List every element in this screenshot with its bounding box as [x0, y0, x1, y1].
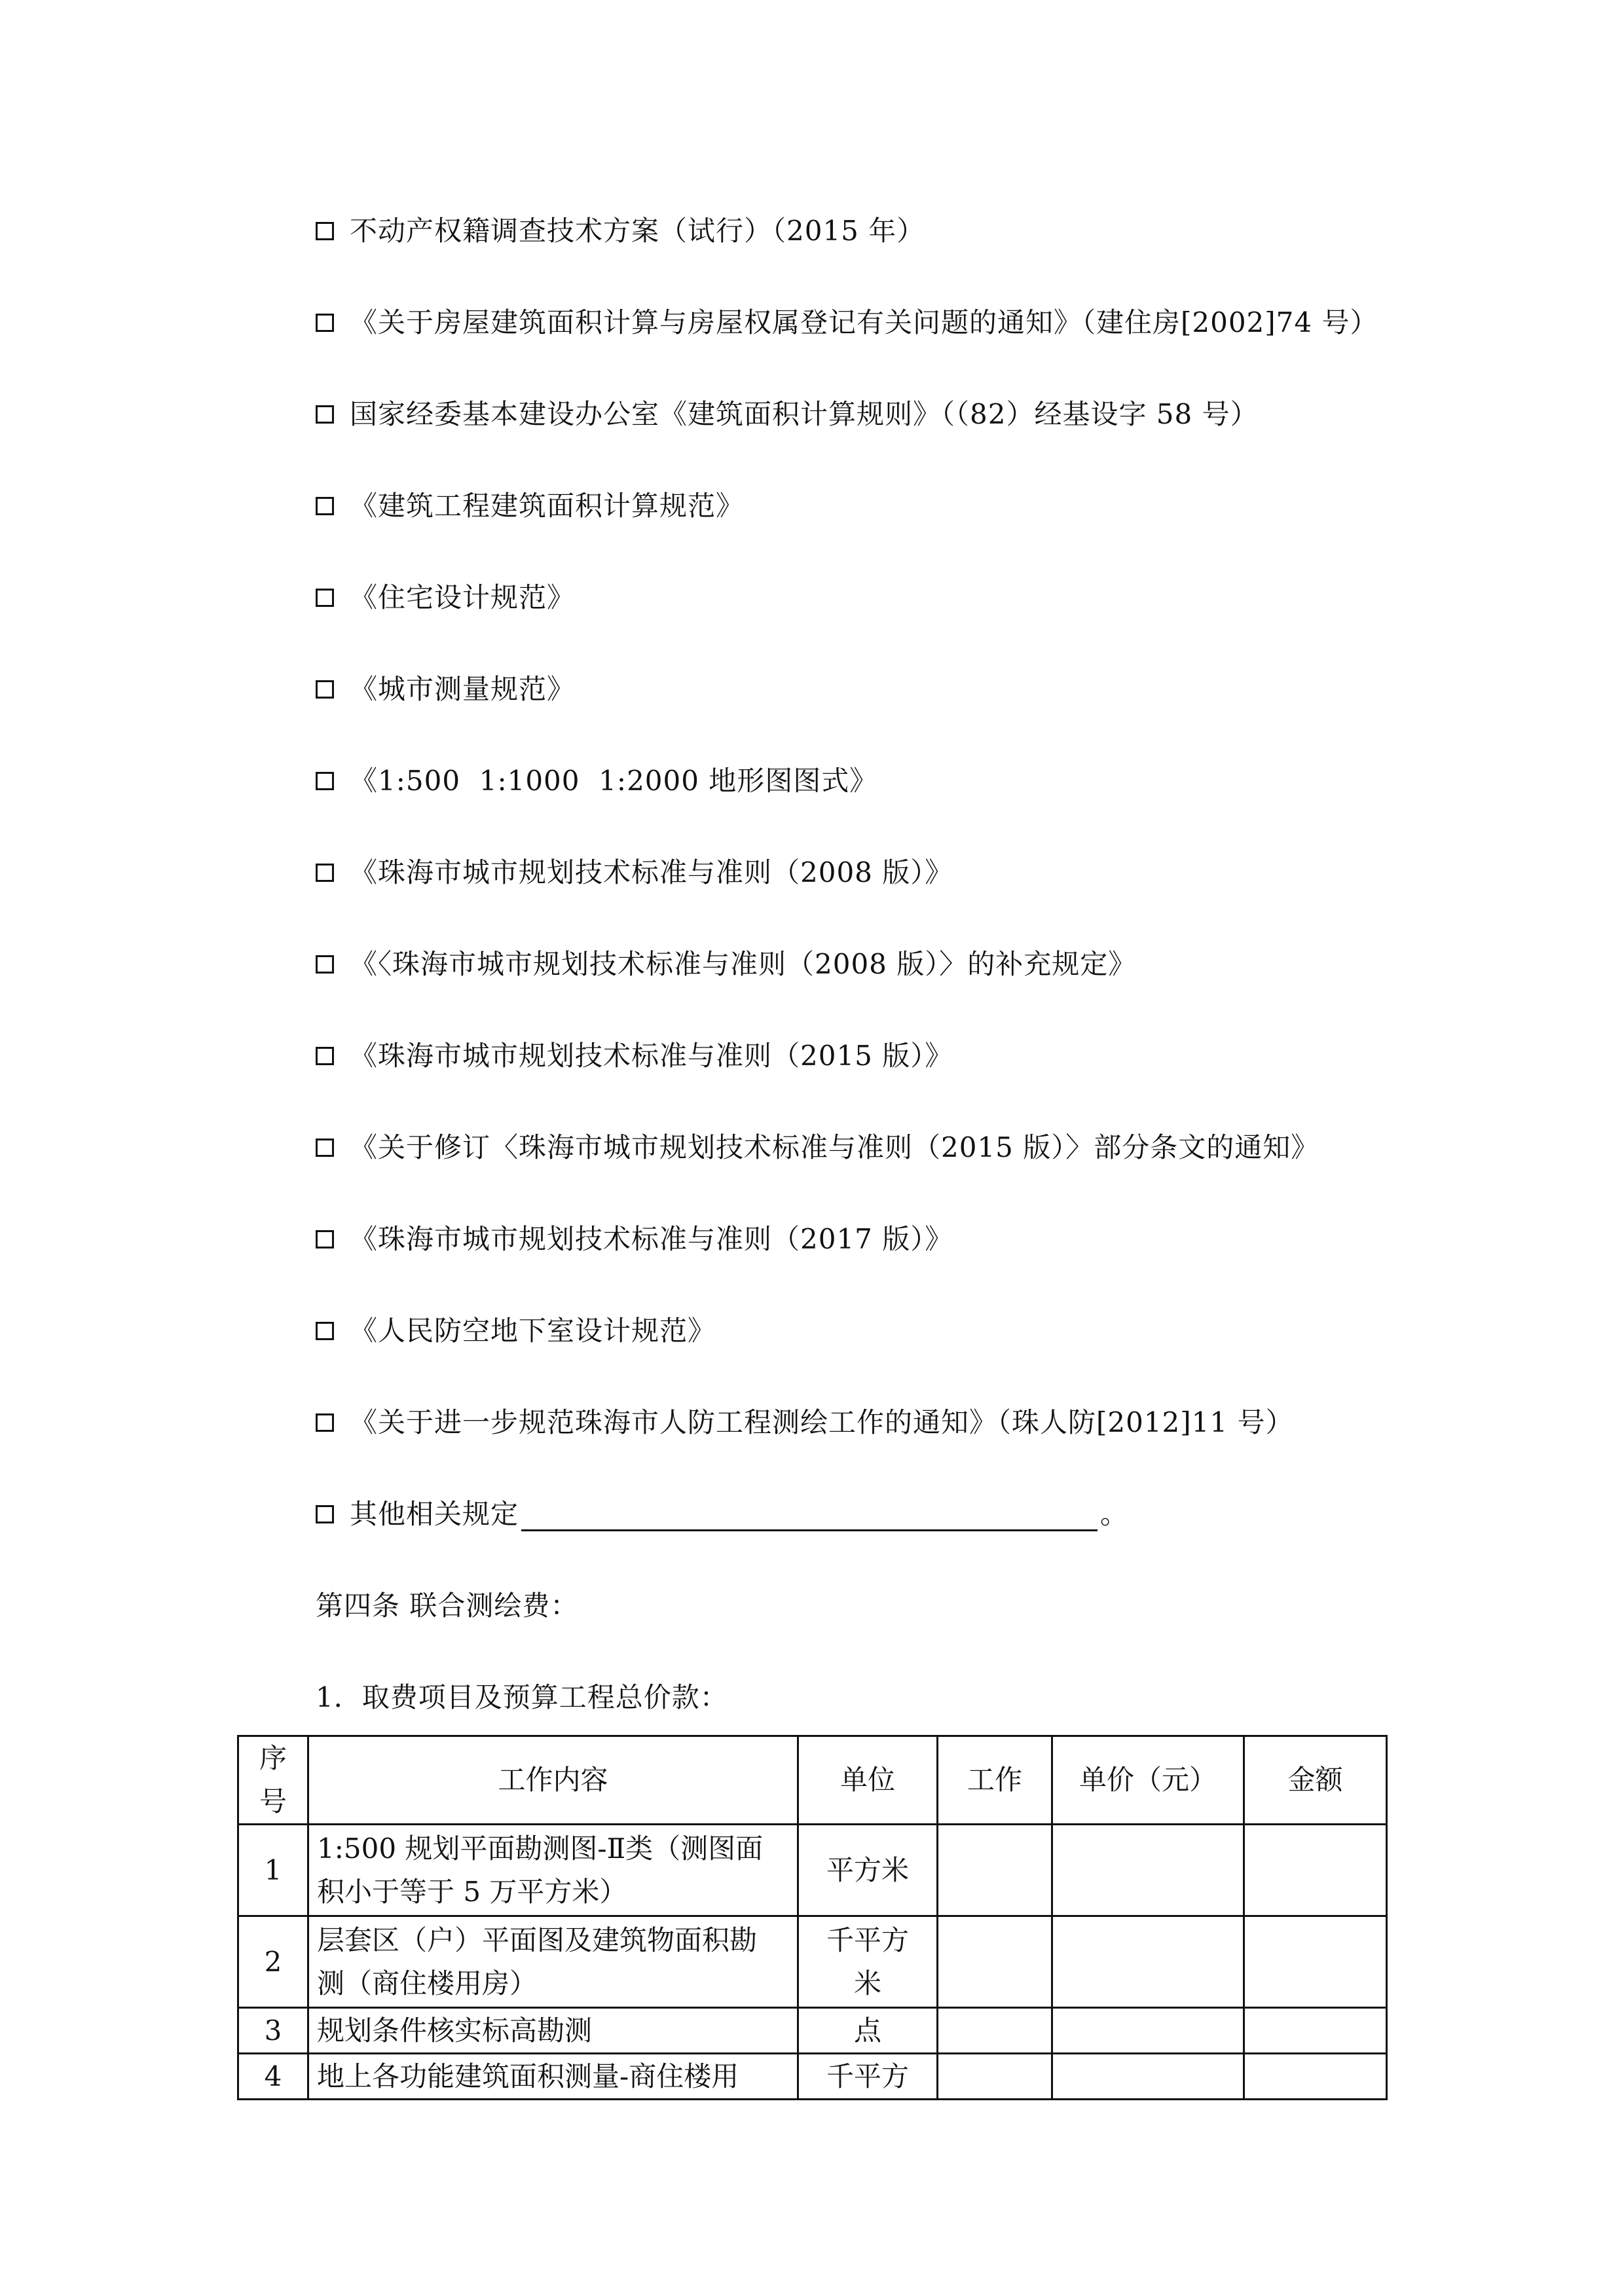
row-unit-price-cell[interactable] — [1052, 1825, 1244, 1916]
checkbox[interactable] — [316, 589, 334, 607]
row-work-cell[interactable] — [938, 1916, 1052, 2008]
fee-subheading: 1．取费项目及预算工程总价款： — [316, 1681, 728, 1713]
reference-item-3 — [316, 392, 1259, 437]
reference-item-other — [316, 1491, 1128, 1537]
checkbox[interactable] — [316, 314, 334, 332]
content-line: 规划条件核实标高勘测 — [317, 2014, 593, 2047]
row-no: 3 — [238, 2008, 308, 2054]
row-unit — [798, 1825, 938, 1916]
reference-text: 《珠海市城市规划技术标准与准则（2008 版）》 — [350, 856, 953, 888]
reference-text: 不动产权籍调查技术方案（试行）（2015 年） — [350, 215, 925, 247]
checkbox[interactable] — [316, 1230, 334, 1248]
reference-text: 《1:500 1:1000 1:2000 地形图图式》 — [350, 765, 878, 797]
table-row — [238, 1916, 1387, 2008]
other-suffix: 。 — [1100, 1498, 1129, 1530]
header-no: 序号 — [238, 1736, 308, 1825]
row-amount-cell[interactable] — [1244, 1825, 1387, 1916]
article-heading: 第四条 联合测绘费： — [316, 1590, 579, 1622]
checkbox[interactable] — [316, 955, 334, 974]
row-content — [308, 1916, 798, 2008]
checkbox[interactable] — [316, 680, 334, 699]
row-content — [308, 2008, 798, 2054]
row-unit — [798, 1916, 938, 2008]
reference-text: 《关于房屋建筑面积计算与房屋权属登记有关问题的通知》（建住房[2002]74 号） — [350, 306, 1378, 338]
other-label: 其他相关规定 — [350, 1498, 519, 1530]
header-work: 工作 — [938, 1736, 1052, 1825]
table-row — [238, 1825, 1387, 1916]
checkbox[interactable] — [316, 1139, 334, 1157]
reference-text: 《建筑工程建筑面积计算规范》 — [350, 490, 745, 522]
row-work-cell[interactable] — [938, 2054, 1052, 2100]
header-content: 工作内容 — [308, 1736, 798, 1825]
reference-item-2 — [316, 300, 1378, 346]
content-line: 积小于等于 5 万平方米） — [317, 1875, 627, 1908]
unit-line: 平方米 — [826, 1853, 909, 1886]
checkbox[interactable] — [316, 864, 334, 882]
checkbox[interactable] — [316, 1322, 334, 1340]
row-no: 4 — [238, 2054, 308, 2100]
row-unit — [798, 2054, 938, 2100]
reference-text: 《珠海市城市规划技术标准与准则（2017 版）》 — [350, 1223, 953, 1255]
checkbox[interactable] — [316, 772, 334, 790]
other-fill-in-line[interactable] — [521, 1498, 1098, 1531]
reference-text: 《〈珠海市城市规划技术标准与准则（2008 版）〉的补充规定》 — [350, 948, 1137, 980]
row-unit — [798, 2008, 938, 2054]
reference-item-13 — [316, 1308, 716, 1354]
row-unit-price-cell[interactable] — [1052, 1916, 1244, 2008]
table-row — [238, 2008, 1387, 2054]
row-content — [308, 2054, 798, 2100]
checkbox[interactable] — [316, 222, 334, 240]
row-work-cell[interactable] — [938, 1825, 1052, 1916]
row-no: 2 — [238, 1916, 308, 2008]
reference-text: 国家经委基本建设办公室《建筑面积计算规则》（（82）经基设字 58 号） — [350, 398, 1259, 430]
reference-item-4 — [316, 483, 744, 529]
reference-text: 《人民防空地下室设计规范》 — [350, 1315, 716, 1347]
reference-item-5 — [316, 575, 575, 621]
unit-line: 千平方 — [826, 1923, 909, 1956]
content-line: 测（商住楼用房） — [317, 1967, 538, 1999]
reference-item-8 — [316, 850, 953, 896]
reference-text: 《城市测量规范》 — [350, 673, 576, 705]
reference-item-6 — [316, 666, 575, 712]
checkbox[interactable] — [316, 1047, 334, 1065]
row-unit-price-cell[interactable] — [1052, 2008, 1244, 2054]
checkbox[interactable] — [316, 497, 334, 515]
row-amount-cell[interactable] — [1244, 2008, 1387, 2054]
reference-item-7 — [316, 758, 877, 804]
checkbox[interactable] — [316, 1413, 334, 1432]
content-line: 地上各功能建筑面积测量-商住楼用 — [317, 2060, 739, 2092]
unit-line: 千平方 — [826, 2060, 909, 2092]
reference-item-1 — [316, 208, 925, 254]
table-header-row — [238, 1736, 1387, 1825]
reference-text: 《关于修订〈珠海市城市规划技术标准与准则（2015 版）〉部分条文的通知》 — [350, 1131, 1320, 1163]
reference-item-11 — [316, 1125, 1319, 1171]
reference-item-12 — [316, 1216, 953, 1262]
header-unit: 单位 — [798, 1736, 938, 1825]
header-unit-price: 单价（元） — [1052, 1736, 1244, 1825]
reference-text: 《住宅设计规范》 — [350, 581, 576, 613]
table-row — [238, 2054, 1387, 2100]
reference-item-9 — [316, 941, 1136, 987]
row-amount-cell[interactable] — [1244, 2054, 1387, 2100]
row-work-cell[interactable] — [938, 2008, 1052, 2054]
fee-table — [237, 1735, 1388, 2100]
reference-text: 《关于进一步规范珠海市人防工程测绘工作的通知》（珠人防[2012]11 号） — [350, 1406, 1294, 1438]
unit-line: 米 — [853, 1967, 881, 1999]
content-line: 层套区（户）平面图及建筑物面积勘 — [317, 1923, 758, 1956]
header-amount: 金额 — [1244, 1736, 1387, 1825]
content-line: 1:500 规划平面勘测图-Ⅱ类（测图面 — [317, 1832, 764, 1865]
row-no: 1 — [238, 1825, 308, 1916]
row-unit-price-cell[interactable] — [1052, 2054, 1244, 2100]
unit-line: 点 — [853, 2014, 881, 2047]
checkbox[interactable] — [316, 1505, 334, 1523]
checkbox[interactable] — [316, 405, 334, 424]
reference-item-10 — [316, 1033, 953, 1079]
reference-item-14 — [316, 1400, 1293, 1446]
row-amount-cell[interactable] — [1244, 1916, 1387, 2008]
reference-text: 《珠海市城市规划技术标准与准则（2015 版）》 — [350, 1040, 953, 1072]
row-content — [308, 1825, 798, 1916]
